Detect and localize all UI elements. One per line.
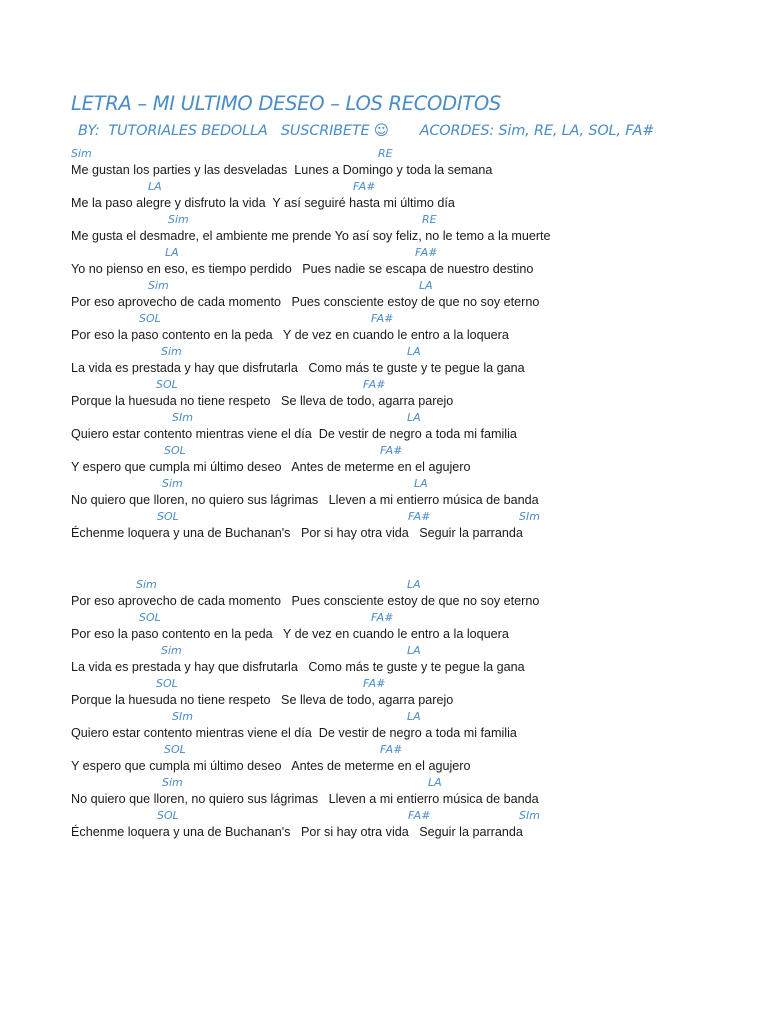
chord-label: SOL <box>157 809 179 822</box>
chord-label: Sim <box>162 776 183 789</box>
chord-label: Sim <box>71 147 92 160</box>
chord-line <box>0 345 768 361</box>
chord-line <box>0 611 768 627</box>
lyric-line: Me gusta el desmadre, el ambiente me prende Yo así soy feliz, no le temo a la muerte <box>71 229 551 243</box>
lyric-line: Échenme loquera y una de Buchanan's Por si hay otra vida Seguir la parranda <box>71 526 523 540</box>
chord-label: Sim <box>136 578 157 591</box>
lyric-line: No quiero que lloren, no quiero sus lágrimas Lleven a mi entierro música de banda <box>71 493 539 507</box>
chord-label: FA# <box>380 743 403 756</box>
chord-line <box>0 147 768 163</box>
chord-label: FA# <box>353 180 376 193</box>
chord-label: LA <box>407 578 421 591</box>
lyric-line: La vida es prestada y hay que disfrutarla Como más te guste y te pegue la gana <box>71 660 525 674</box>
lyric-line: Por eso la paso contento en la peda Y de vez en cuando le entro a la loquera <box>71 328 509 342</box>
chord-label: FA# <box>371 312 394 325</box>
lyric-line: Me la paso alegre y disfruto la vida Y así seguiré hasta mi último día <box>71 196 455 210</box>
chord-label: FA# <box>363 378 386 391</box>
chord-label: Sim <box>161 345 182 358</box>
chord-label: SIm <box>172 411 193 424</box>
chord-line <box>0 776 768 792</box>
chord-line <box>0 743 768 759</box>
chord-line <box>0 477 768 493</box>
chord-label: FA# <box>415 246 438 259</box>
lyric-line: No quiero que lloren, no quiero sus lágrimas Lleven a mi entierro música de banda <box>71 792 539 806</box>
chord-label: LA <box>407 345 421 358</box>
chord-line <box>0 677 768 693</box>
song-title: LETRA – MI ULTIMO DESEO – LOS RECODITOS <box>71 92 502 115</box>
lyric-line: Porque la huesuda no tiene respeto Se lleva de todo, agarra parejo <box>71 394 454 408</box>
chord-label: LA <box>407 710 421 723</box>
chord-label: FA# <box>380 444 403 457</box>
chord-label: Sim <box>162 477 183 490</box>
chord-label: SOL <box>139 312 161 325</box>
lyric-line: Échenme loquera y una de Buchanan's Por si hay otra vida Seguir la parranda <box>71 825 523 839</box>
lyric-line: La vida es prestada y hay que disfrutarla Como más te guste y te pegue la gana <box>71 361 525 375</box>
chord-line <box>0 644 768 660</box>
chord-line <box>0 213 768 229</box>
chord-label: LA <box>165 246 179 259</box>
chord-line <box>0 710 768 726</box>
chord-label: SOL <box>157 510 179 523</box>
chord-line <box>0 279 768 295</box>
chord-line <box>0 809 768 825</box>
lyric-line: Quiero estar contento mientras viene el día De vestir de negro a toda mi familia <box>71 427 517 441</box>
chord-label: LA <box>414 477 428 490</box>
chord-label: SOL <box>164 743 186 756</box>
lyric-line: Me gustan los parties y las desveladas Lunes a Domingo y toda la semana <box>71 163 493 177</box>
chord-line <box>0 180 768 196</box>
chord-label: Sim <box>148 279 169 292</box>
song-subtitle: BY: TUTORIALES BEDOLLA SUSCRIBETE ☺ ACORDES: Sim, RE, LA, SOL, FA# <box>78 123 655 139</box>
chord-label: SOL <box>156 677 178 690</box>
chord-label: Sim <box>161 644 182 657</box>
lyric-line: Yo no pienso en eso, es tiempo perdido Pues nadie se escapa de nuestro destino <box>71 262 534 276</box>
lyric-line: Y espero que cumpla mi último deseo Antes de meterme en el agujero <box>71 759 471 773</box>
lyric-line: Porque la huesuda no tiene respeto Se lleva de todo, agarra parejo <box>71 693 454 707</box>
lyric-line: Quiero estar contento mientras viene el día De vestir de negro a toda mi familia <box>71 726 517 740</box>
chord-label: RE <box>422 213 437 226</box>
chord-label: SOL <box>164 444 186 457</box>
chord-line <box>0 510 768 526</box>
chord-label: FA# <box>408 809 431 822</box>
lyric-line: Por eso aprovecho de cada momento Pues consciente estoy de que no soy eterno <box>71 295 540 309</box>
lyric-line: Y espero que cumpla mi último deseo Antes de meterme en el agujero <box>71 460 471 474</box>
chord-label: FA# <box>363 677 386 690</box>
chord-label: FA# <box>371 611 394 624</box>
chord-line <box>0 378 768 394</box>
chord-label: LA <box>428 776 442 789</box>
chord-line <box>0 578 768 594</box>
lyric-line: Por eso aprovecho de cada momento Pues consciente estoy de que no soy eterno <box>71 594 540 608</box>
chord-label: LA <box>148 180 162 193</box>
chord-label: LA <box>419 279 433 292</box>
chord-label: SOL <box>139 611 161 624</box>
chord-line <box>0 312 768 328</box>
chord-label: Sim <box>168 213 189 226</box>
chord-label: SIm <box>172 710 193 723</box>
chord-line <box>0 444 768 460</box>
chord-label: RE <box>378 147 393 160</box>
lyric-line: Por eso la paso contento en la peda Y de vez en cuando le entro a la loquera <box>71 627 509 641</box>
chord-label: SIm <box>519 809 540 822</box>
chord-label: LA <box>407 411 421 424</box>
chord-label: FA# <box>408 510 431 523</box>
chord-line <box>0 411 768 427</box>
chord-label: LA <box>407 644 421 657</box>
chord-line <box>0 246 768 262</box>
chord-label: SIm <box>519 510 540 523</box>
chord-label: SOL <box>156 378 178 391</box>
